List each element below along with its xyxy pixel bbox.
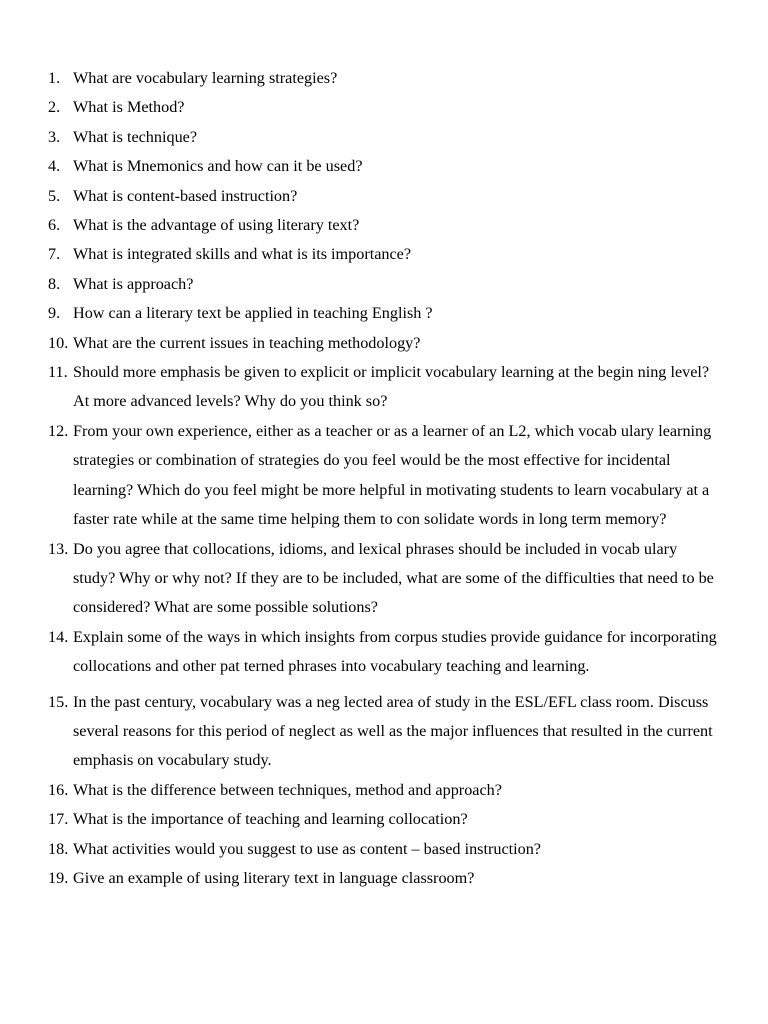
question-item: [48, 182, 720, 211]
question-number: 18.: [48, 839, 69, 858]
question-number: 11.: [48, 363, 68, 382]
question-text: Do you agree that collocations, idioms, and lexical phrases should be included in vocab ulary study? Why or why not? If they are to be included, what are some of the difficulties that need to be considered? What are some possible solutions?: [73, 539, 714, 617]
question-item: [48, 358, 720, 417]
question-number: 2.: [48, 98, 61, 117]
question-item: [48, 299, 720, 328]
question-item: [48, 93, 720, 122]
question-text: What is integrated skills and what is its importance?: [73, 245, 412, 264]
question-number: 3.: [48, 127, 61, 146]
question-item: [48, 805, 720, 834]
question-number: 13.: [48, 539, 69, 558]
question-item: [48, 535, 720, 623]
question-number: 1.: [48, 69, 61, 87]
question-number: 10.: [48, 333, 69, 352]
question-text: What is Method?: [73, 98, 185, 117]
question-text: In the past century, vocabulary was a neg lected area of study in the ESL/EFL class room. Discuss several reasons for this period of neglect as well as the major influences that resulted in the current emphasis on vocabulary study.: [73, 692, 713, 770]
question-text: What activities would you suggest to use as content – based instruction?: [73, 839, 541, 858]
question-number: 4.: [48, 157, 61, 176]
question-text: How can a literary text be applied in teaching English ?: [73, 304, 433, 323]
question-item: [48, 240, 720, 269]
question-number: 19.: [48, 868, 69, 887]
question-item: [48, 688, 720, 776]
question-item: [48, 776, 720, 805]
question-text: What are vocabulary learning strategies?: [73, 69, 338, 87]
question-text: What is Mnemonics and how can it be used?: [73, 157, 363, 176]
question-text: What is approach?: [73, 274, 194, 293]
question-text: What is technique?: [73, 127, 198, 146]
question-number: 15.: [48, 692, 69, 711]
question-number: 14.: [48, 627, 69, 646]
question-number: 16.: [48, 780, 69, 799]
question-item: [48, 211, 720, 240]
question-text: What is the difference between techniques, method and approach?: [73, 780, 502, 799]
question-item: [48, 123, 720, 152]
question-number: 8.: [48, 274, 61, 293]
question-item: [48, 152, 720, 181]
question-number: 17.: [48, 810, 69, 829]
question-text: What is the advantage of using literary text?: [73, 216, 360, 235]
question-text: Give an example of using literary text in language classroom?: [73, 868, 475, 887]
question-text: What are the current issues in teaching methodology?: [73, 333, 421, 352]
question-number: 7.: [48, 245, 61, 264]
question-list: [48, 64, 720, 893]
question-number: 6.: [48, 216, 61, 235]
question-item: [48, 64, 720, 93]
question-item: [48, 329, 720, 358]
question-number: 12.: [48, 421, 69, 440]
question-text: Should more emphasis be given to explicit or implicit vocabulary learning at the begin ning level? At more advanced levels? Why do you think so?: [73, 363, 710, 411]
question-text: What is content-based instruction?: [73, 186, 298, 205]
question-number: 5.: [48, 186, 61, 205]
question-item: [48, 270, 720, 299]
question-item: [48, 623, 720, 682]
question-text: Explain some of the ways in which insights from corpus studies provide guidance for incorporating collocations and other pat terned phrases into vocabulary teaching and learning.: [73, 627, 717, 676]
question-number: 9.: [48, 304, 61, 323]
question-text: What is the importance of teaching and learning collocation?: [73, 810, 468, 829]
question-item: [48, 864, 720, 893]
question-item: [48, 417, 720, 535]
question-text: From your own experience, either as a teacher or as a learner of an L2, which vocab ulary learning strategies or combination of strategies do you feel would be the most effective for incidental learning? Which do you feel might be more helpful in motivating students to learn vocabulary at a faster rate while at the same time helping them to con solidate words in long term memory?: [73, 421, 712, 529]
question-item: [48, 835, 720, 864]
